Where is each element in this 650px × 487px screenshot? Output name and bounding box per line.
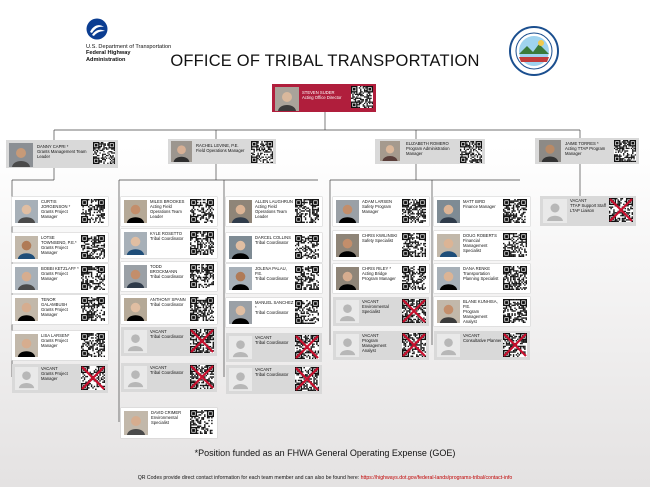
program-staff-card bbox=[333, 297, 429, 326]
staff-name: JOLENA PALAU, P.E. bbox=[255, 266, 287, 276]
staff-role: Acting Field Operations Team Leader bbox=[150, 203, 182, 219]
staff-photo bbox=[124, 265, 147, 288]
staff-name: VACANT bbox=[570, 198, 587, 203]
staff-role: Tribal Coordinator bbox=[255, 239, 289, 245]
qr-note bbox=[0, 475, 650, 481]
staff-role: Acting Field Operations Team Leader bbox=[255, 203, 287, 219]
staff-name: MILES BROOKES bbox=[150, 199, 185, 204]
program-staff-card bbox=[333, 331, 429, 360]
staff-role: Safety Program Manager bbox=[362, 203, 392, 214]
staff-role: Financial Management Specialist bbox=[463, 237, 488, 253]
staff-role: Acting Bridge Program Manager bbox=[362, 270, 396, 281]
staff-qr-code[interactable] bbox=[295, 266, 319, 290]
staff-photo bbox=[124, 298, 147, 321]
staff-role: Transportation Planning Specialist bbox=[463, 270, 499, 281]
grants-staff-card bbox=[12, 295, 108, 324]
team-lead-role: Grants Management Team Leader bbox=[37, 148, 87, 159]
staff-role: Tribal Coordinator bbox=[255, 309, 289, 315]
vacant-qr-code[interactable] bbox=[402, 299, 426, 323]
staff-photo bbox=[15, 200, 38, 223]
staff-photo bbox=[15, 298, 38, 321]
field-staff-card bbox=[121, 197, 217, 226]
staff-role: Tribal Coordinator bbox=[150, 333, 184, 339]
director-photo bbox=[275, 87, 299, 111]
staff-role: Environmental Specialist bbox=[362, 303, 389, 314]
field-staff-card bbox=[226, 264, 322, 293]
staff-name: VACANT bbox=[41, 366, 58, 371]
staff-photo bbox=[124, 411, 148, 435]
placeholder-avatar-icon bbox=[229, 368, 252, 391]
team-lead-card-torres bbox=[535, 138, 639, 164]
staff-name: CURTIS JORGENSON * bbox=[41, 199, 71, 209]
staff-name: TODD BROCKMANN bbox=[150, 264, 178, 274]
staff-name: CHRIS KWILINSKI bbox=[362, 233, 398, 238]
team-lead-qr-code[interactable] bbox=[614, 140, 636, 162]
field-staff-card bbox=[121, 262, 217, 291]
staff-name: LISA LARSEN* bbox=[41, 333, 70, 338]
agency-name-2: Administration bbox=[86, 56, 126, 63]
staff-qr-code[interactable] bbox=[295, 199, 319, 223]
vacant-qr-code[interactable] bbox=[190, 365, 214, 389]
team-lead-card-capri bbox=[6, 140, 118, 168]
staff-name: DARCEL COLLINS bbox=[255, 235, 291, 240]
program-staff-card bbox=[434, 297, 530, 326]
staff-photo bbox=[437, 267, 460, 290]
staff-photo bbox=[437, 234, 460, 257]
team-lead-card-romero bbox=[375, 139, 485, 164]
director-name: STEVEN SUDER bbox=[302, 90, 335, 95]
field-staff-card bbox=[226, 298, 322, 327]
team-lead-photo bbox=[171, 141, 192, 162]
team-lead-card-levine bbox=[168, 139, 276, 164]
staff-name: DAVID CRIMER bbox=[151, 410, 182, 415]
staff-role: Safety Specialist bbox=[362, 237, 393, 243]
vacant-qr-code[interactable] bbox=[402, 333, 426, 357]
vacant-qr-code[interactable] bbox=[295, 335, 319, 359]
goe-footnote: *Position funded as an FHWA General Operating Expense (GOE) bbox=[194, 448, 456, 458]
team-lead-qr-code[interactable] bbox=[251, 141, 273, 163]
contact-info-link[interactable]: https://highways.dot.gov/federal-lands/programs-tribal/contact-info bbox=[360, 475, 513, 481]
field-staff-card bbox=[121, 327, 217, 356]
staff-photo bbox=[437, 300, 460, 323]
page-title: OFFICE OF TRIBAL TRANSPORTATION bbox=[170, 52, 480, 70]
staff-qr-code[interactable] bbox=[81, 235, 105, 259]
staff-qr-code[interactable] bbox=[190, 264, 214, 288]
ttap-staff-card bbox=[540, 196, 636, 226]
program-staff-card bbox=[333, 264, 429, 293]
environmental-staff-card bbox=[121, 408, 217, 438]
staff-photo bbox=[229, 301, 252, 324]
program-staff-card bbox=[333, 197, 429, 226]
staff-name: DANA RENKE bbox=[463, 266, 490, 271]
staff-role: Tribal Coordinator bbox=[150, 301, 184, 307]
staff-photo bbox=[15, 334, 38, 357]
staff-qr-code[interactable] bbox=[190, 297, 214, 321]
staff-qr-code[interactable] bbox=[81, 266, 105, 290]
staff-qr-code[interactable] bbox=[81, 297, 105, 321]
staff-role: Tribal Coordinator bbox=[150, 273, 184, 279]
field-staff-card bbox=[226, 333, 322, 362]
staff-role: Environmental Specialist bbox=[151, 414, 178, 425]
staff-role: Program Management Analyst bbox=[463, 308, 488, 324]
placeholder-avatar-icon bbox=[124, 330, 147, 353]
staff-qr-code[interactable] bbox=[503, 299, 527, 323]
staff-role: Grants Project Manager bbox=[41, 270, 68, 281]
staff-photo bbox=[229, 267, 252, 290]
team-lead-qr-code[interactable] bbox=[460, 141, 482, 163]
staff-qr-code[interactable] bbox=[190, 231, 214, 255]
program-staff-card bbox=[434, 264, 530, 293]
staff-name: MANUEL SANCHEZ * bbox=[255, 300, 294, 310]
staff-role: Program Management Analyst bbox=[362, 337, 387, 353]
staff-qr-code[interactable] bbox=[503, 233, 527, 257]
placeholder-avatar-icon bbox=[229, 336, 252, 359]
staff-qr-code[interactable] bbox=[190, 410, 214, 434]
staff-name: VACANT bbox=[255, 367, 272, 372]
grants-staff-card bbox=[12, 233, 108, 262]
placeholder-avatar-icon bbox=[336, 300, 359, 323]
program-staff-card bbox=[333, 231, 429, 260]
staff-name: BLANE KUNHISA, P.E. bbox=[463, 299, 498, 309]
staff-name: ALLEN LAUGHRUN bbox=[255, 199, 293, 204]
staff-name: TENOR GALAMBUSH bbox=[41, 297, 68, 307]
staff-name: LOTSE TOWNSEND, P.E.* bbox=[41, 235, 77, 245]
placeholder-avatar-icon bbox=[437, 334, 460, 357]
staff-qr-code[interactable] bbox=[295, 300, 319, 324]
department-name: U.S. Department of Transportation bbox=[86, 44, 172, 50]
staff-role: Grants Project Manager bbox=[41, 244, 68, 255]
team-lead-role: Program Administration Manager bbox=[406, 145, 450, 156]
staff-role: Grants Project Manager bbox=[41, 306, 68, 317]
staff-name: VACANT bbox=[362, 333, 379, 338]
grants-staff-card bbox=[12, 264, 108, 293]
team-lead-name: DANNY CAPRI * bbox=[37, 144, 69, 149]
staff-photo bbox=[229, 236, 252, 259]
director-card bbox=[272, 84, 376, 112]
director-role: Acting Office Director bbox=[302, 94, 342, 100]
vacant-qr-code[interactable] bbox=[190, 329, 214, 353]
staff-qr-code[interactable] bbox=[402, 199, 426, 223]
team-lead-photo bbox=[538, 140, 562, 162]
team-lead-photo bbox=[9, 143, 33, 167]
staff-name: ANTHONY SPANN bbox=[150, 297, 186, 302]
staff-role: Tribal Coordinator bbox=[255, 339, 289, 345]
team-lead-qr-code[interactable] bbox=[93, 142, 115, 164]
staff-name: ADAM LARSEN bbox=[362, 199, 393, 204]
agency-name-1: Federal Highway bbox=[86, 50, 131, 57]
program-staff-card bbox=[434, 231, 530, 260]
staff-role: TTAP Support Staff LTAP Liaison bbox=[570, 202, 606, 213]
staff-name: CHRIS RILEY * bbox=[362, 266, 392, 271]
vacant-qr-code[interactable] bbox=[295, 367, 319, 391]
staff-photo bbox=[336, 234, 359, 257]
field-staff-card bbox=[121, 295, 217, 324]
staff-role: Tribal Coordinator bbox=[150, 369, 184, 375]
team-lead-role: Field Operations Manager bbox=[196, 147, 245, 153]
staff-photo bbox=[15, 267, 38, 290]
staff-name: VACANT bbox=[463, 333, 480, 338]
staff-qr-code[interactable] bbox=[190, 199, 214, 223]
director-qr-code[interactable] bbox=[351, 86, 373, 108]
staff-name: DOUG ROBERTS bbox=[463, 233, 497, 238]
field-staff-card bbox=[226, 365, 322, 394]
staff-qr-code[interactable] bbox=[295, 235, 319, 259]
grants-staff-card bbox=[12, 331, 108, 360]
placeholder-avatar-icon bbox=[15, 367, 38, 390]
staff-photo bbox=[336, 200, 359, 223]
staff-name: KYLE ROSETTO bbox=[150, 231, 183, 236]
program-staff-card bbox=[434, 197, 530, 226]
staff-name: VACANT bbox=[255, 335, 272, 340]
staff-role: Tribal Coordinator bbox=[255, 275, 289, 281]
field-staff-card bbox=[121, 229, 217, 258]
placeholder-avatar-icon bbox=[543, 199, 567, 223]
vacant-qr-code[interactable] bbox=[503, 333, 527, 357]
grants-staff-card bbox=[12, 364, 108, 393]
staff-name: VACANT bbox=[150, 329, 167, 334]
grants-staff-card bbox=[12, 197, 108, 226]
team-lead-name: RACHEL LEVINE, P.E. bbox=[196, 143, 239, 148]
team-lead-name: ELIZABETH ROMERO bbox=[406, 141, 449, 146]
staff-photo bbox=[15, 236, 38, 259]
staff-role: Tribal Coordinator bbox=[255, 371, 289, 377]
staff-photo bbox=[437, 200, 460, 223]
staff-qr-code[interactable] bbox=[503, 199, 527, 223]
staff-qr-code[interactable] bbox=[503, 266, 527, 290]
staff-photo bbox=[336, 267, 359, 290]
team-lead-name: JAIME TORRES * bbox=[565, 141, 599, 146]
vacant-qr-code[interactable] bbox=[81, 366, 105, 390]
team-lead-photo bbox=[378, 141, 402, 161]
staff-photo bbox=[124, 232, 147, 255]
program-staff-card bbox=[434, 331, 530, 360]
staff-name: VACANT bbox=[362, 299, 379, 304]
field-staff-card bbox=[121, 363, 217, 392]
staff-name: MATT BIRD bbox=[463, 199, 486, 204]
staff-photo bbox=[229, 200, 252, 223]
placeholder-avatar-icon bbox=[336, 334, 359, 357]
staff-name: VACANT bbox=[150, 365, 167, 370]
staff-role: Grants Project Manager bbox=[41, 208, 68, 219]
staff-photo bbox=[124, 200, 147, 223]
staff-qr-code[interactable] bbox=[81, 199, 105, 223]
qr-note-text: QR Codes provide direct contact information for each team member and can also be found here: bbox=[137, 475, 361, 481]
staff-role: Grants Project Manager bbox=[41, 370, 68, 381]
staff-role: Consultative Planner bbox=[463, 337, 502, 343]
field-staff-card bbox=[226, 233, 322, 262]
staff-role: Grants Project Manager bbox=[41, 337, 68, 348]
vacant-qr-code[interactable] bbox=[609, 198, 633, 222]
staff-role: Tribal Coordinator bbox=[150, 235, 184, 241]
staff-role: Finance Manager bbox=[463, 203, 496, 209]
staff-qr-code[interactable] bbox=[402, 233, 426, 257]
field-staff-card bbox=[226, 197, 322, 226]
staff-name: BOBBI KETZLAFF * bbox=[41, 266, 79, 271]
team-lead-role: Acting TTAP Program Manager bbox=[565, 145, 606, 156]
staff-qr-code[interactable] bbox=[81, 333, 105, 357]
staff-qr-code[interactable] bbox=[402, 266, 426, 290]
placeholder-avatar-icon bbox=[124, 366, 147, 389]
